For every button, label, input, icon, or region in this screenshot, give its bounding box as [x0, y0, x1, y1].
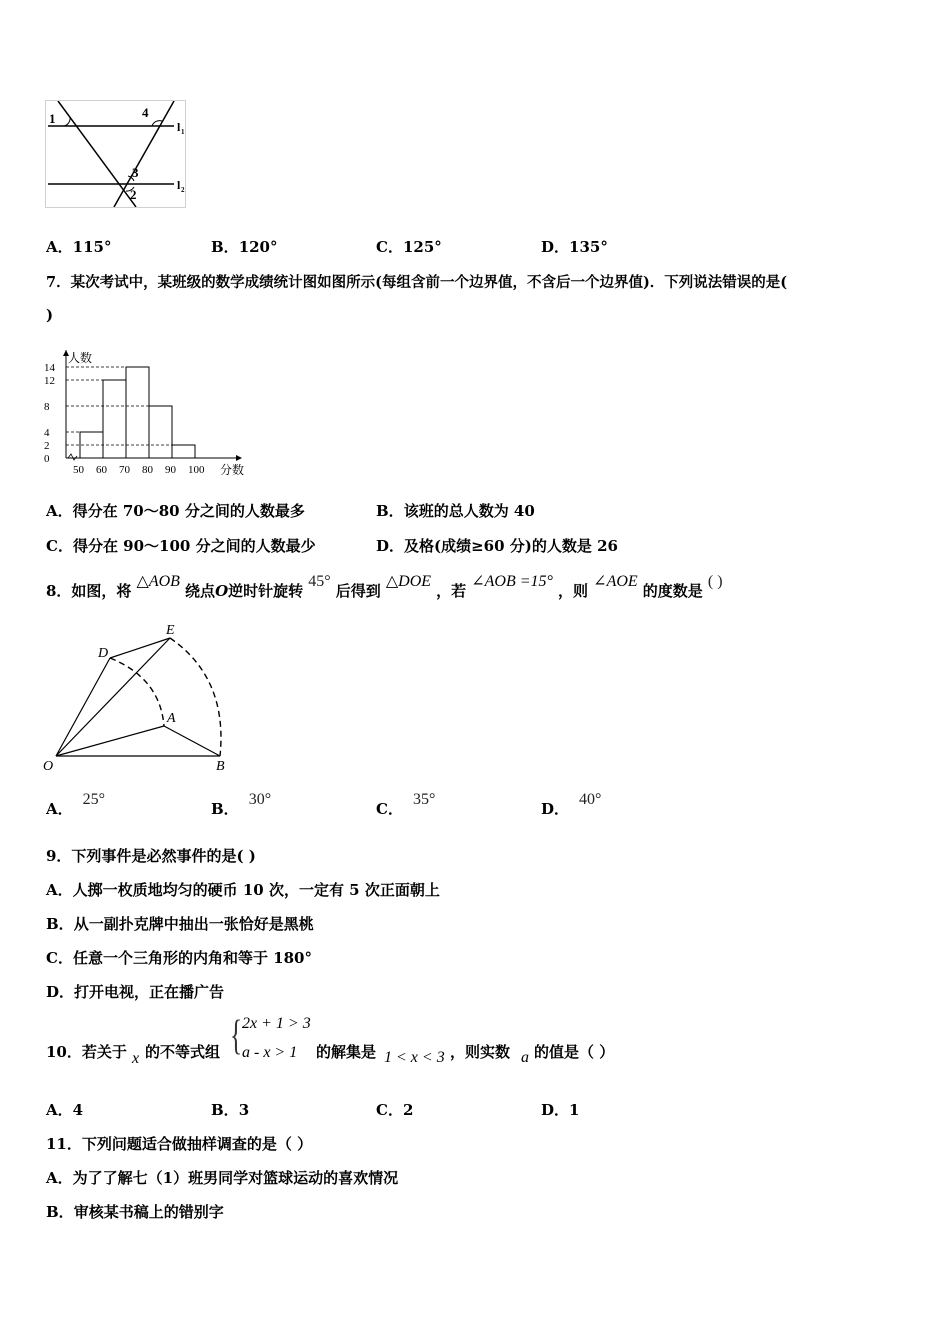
parallel-lines-figure [45, 100, 186, 208]
option-text: 2 [402, 1101, 414, 1119]
option-letter: A． [46, 238, 73, 256]
option-letter: C． [376, 238, 403, 256]
q10-brace: { [230, 1013, 243, 1059]
q9-stem: 9．下列事件是必然事件的是( ) [46, 847, 256, 865]
q9-option-d[interactable] [46, 981, 224, 1002]
segment-od [56, 658, 110, 756]
q10-option-b[interactable] [211, 1099, 249, 1120]
option-text: 25° [82, 791, 106, 808]
label-l2: l [177, 178, 181, 192]
q10-var-x: x [132, 1050, 140, 1067]
angle-arc-1 [64, 117, 70, 126]
label-l1: l [177, 120, 181, 134]
q7-option-b[interactable] [376, 500, 535, 521]
histogram-bar [126, 367, 149, 458]
label-angle-1: 1 [49, 111, 56, 126]
option-letter: C． [376, 1101, 403, 1119]
q7-option-a[interactable] [46, 500, 305, 521]
q8-text-2: 绕点 [185, 582, 216, 600]
label-b: B [216, 759, 225, 774]
q6-option-c[interactable] [376, 236, 442, 257]
x-tick-label: 90 [165, 464, 176, 476]
y-tick-label: 14 [44, 362, 55, 374]
q8-text-1: 8．如图，将 [46, 582, 132, 600]
x-tick-label: 100 [188, 464, 205, 476]
q8-option-c[interactable] [376, 788, 436, 818]
q8-option-d[interactable] [541, 788, 602, 818]
option-text: 35° [412, 791, 436, 808]
q10-option-d[interactable] [541, 1099, 579, 1120]
option-text: 4 [72, 1101, 84, 1119]
q10-var-a: a [521, 1049, 529, 1066]
q8-text-3: 逆时针旋转 [228, 582, 304, 600]
y-tick-label: 4 [44, 427, 50, 439]
q8-text-5: ，若 [436, 582, 467, 600]
q10-inequality-2: a - x > 1 [242, 1044, 298, 1061]
option-letter: B． [211, 800, 239, 818]
histogram-svg [40, 334, 260, 480]
y-axis-label: 人数 [68, 351, 93, 365]
label-o: O [43, 759, 54, 774]
label-angle-2: 2 [130, 187, 137, 202]
option-letter: D． [376, 537, 405, 555]
axis-break [68, 454, 77, 460]
q11-option-a[interactable] [46, 1167, 398, 1188]
option-letter: B． [46, 915, 74, 933]
q11-option-b[interactable] [46, 1201, 224, 1222]
q7-stem: 7．某次考试中，某班级的数学成绩统计图如图所示(每组含前一个边界值，不含后一个边界值)．下列说法错误的是( [46, 274, 788, 291]
parallel-lines-svg [46, 101, 185, 207]
option-letter: D． [541, 800, 570, 818]
q8-triangle-aob: △AOB [136, 573, 180, 590]
option-letter: A． [46, 502, 73, 520]
q6-option-b[interactable] [211, 236, 278, 257]
histogram-chart [40, 334, 260, 480]
q9-option-b[interactable] [46, 913, 314, 934]
option-letter: C． [46, 537, 73, 555]
q10-solution: 1 < x < 3 [384, 1049, 445, 1066]
option-text: 打开电视，正在播广告 [74, 983, 225, 1001]
label-angle-3: 3 [132, 165, 139, 180]
y-tick-label: 12 [44, 375, 55, 387]
option-text: 135° [569, 238, 608, 256]
q8-text-7: 的度数是 [642, 582, 703, 600]
option-letter: A． [46, 1101, 73, 1119]
q10-inequality-1: 2x + 1 > 3 [242, 1015, 311, 1032]
option-text: 该班的总人数为 40 [403, 502, 535, 520]
histogram-bar [172, 445, 195, 458]
q8-paren: ( ) [707, 573, 723, 590]
option-letter: D． [541, 238, 570, 256]
option-text: 120° [238, 238, 278, 256]
option-text: 125° [402, 238, 442, 256]
option-letter: B． [211, 238, 239, 256]
option-text: 得分在 90～100 分之间的人数最少 [72, 537, 316, 555]
option-letter: D． [541, 1101, 570, 1119]
q10-text-5: 的值是（ ） [534, 1043, 615, 1061]
option-letter: A． [46, 881, 73, 899]
q8-point-o: O [215, 582, 229, 600]
transversal-left [58, 101, 136, 207]
x-tick-label: 60 [96, 464, 107, 476]
option-text: 及格(成绩≥60 分)的人数是 26 [404, 537, 618, 555]
q10-option-a[interactable] [46, 1099, 83, 1120]
option-text: 3 [238, 1101, 250, 1119]
q8-option-b[interactable] [211, 788, 272, 818]
q8-stem [46, 570, 723, 600]
option-text: 为了了解七（1）班男同学对篮球运动的喜欢情况 [72, 1169, 399, 1187]
q7-stem-close: ) [46, 306, 54, 324]
q10-text-3: 的解集是 [316, 1043, 377, 1061]
q10-text-4: ，则实数 [450, 1043, 511, 1061]
y-tick-label: 8 [44, 401, 50, 413]
q7-option-c[interactable] [46, 535, 316, 556]
arc-eb [170, 638, 221, 756]
q8-condition: ∠AOB =15° [471, 573, 553, 590]
segment-oe [56, 638, 170, 756]
option-letter: A． [46, 1169, 73, 1187]
q10-option-c[interactable] [376, 1099, 413, 1120]
option-letter: B． [211, 1101, 239, 1119]
q11-stem: 11．下列问题适合做抽样调查的是（ ） [46, 1135, 313, 1153]
option-letter: C． [46, 949, 73, 967]
x-axis-label: 分数 [220, 463, 245, 477]
rotation-svg [40, 618, 240, 776]
histogram-bar [149, 406, 172, 458]
option-text: 从一副扑克牌中抽出一张恰好是黑桃 [73, 915, 314, 933]
option-text: 任意一个三角形的内角和等于 180° [72, 949, 312, 967]
label-a: A [167, 711, 176, 726]
option-letter: B． [46, 1203, 74, 1221]
q8-triangle-doe: △DOE [385, 573, 432, 590]
option-text: 115° [72, 238, 112, 256]
x-tick-label: 50 [73, 464, 84, 476]
option-text: 得分在 70～80 分之间的人数最多 [72, 502, 305, 520]
q7-option-d[interactable] [376, 535, 618, 556]
label-d: D [98, 646, 109, 661]
option-text: 审核某书稿上的错别字 [73, 1203, 224, 1221]
y-tick-label: 0 [44, 453, 50, 465]
q6-option-d[interactable] [541, 236, 608, 257]
y-tick-label: 2 [44, 440, 50, 452]
option-text: 1 [569, 1101, 580, 1119]
rotation-figure [40, 618, 240, 776]
q8-text-4: 后得到 [335, 582, 381, 600]
q8-target-angle: ∠AOE [593, 573, 638, 590]
option-letter: C． [376, 800, 403, 818]
q9-option-c[interactable] [46, 947, 312, 968]
q8-option-a[interactable] [46, 788, 106, 818]
option-text: 40° [579, 791, 602, 808]
option-letter: B． [376, 502, 404, 520]
label-angle-4: 4 [142, 105, 149, 120]
segment-ab [164, 726, 220, 756]
segment-oa [56, 726, 164, 756]
label-l1-sub: 1 [181, 128, 185, 136]
q10-text-1: 10．若关于 [46, 1043, 127, 1061]
label-l2-sub: 2 [181, 186, 185, 194]
q8-text-6: ，则 [558, 582, 589, 600]
x-axis-arrow [236, 455, 242, 461]
q6-option-a[interactable] [46, 236, 111, 257]
histogram-bar [103, 380, 126, 458]
option-text: 30° [248, 791, 272, 808]
label-e: E [166, 623, 175, 638]
option-letter: A． [46, 800, 73, 818]
x-tick-label: 70 [119, 464, 130, 476]
option-text: 人掷一枚质地均匀的硬币 10 次，一定有 5 次正面朝上 [72, 881, 440, 899]
q9-option-a[interactable] [46, 879, 440, 900]
option-letter: D． [46, 983, 75, 1001]
x-tick-label: 80 [142, 464, 153, 476]
q8-angle-45: 45° [308, 573, 331, 590]
q10-text-2: 的不等式组 [145, 1043, 221, 1061]
